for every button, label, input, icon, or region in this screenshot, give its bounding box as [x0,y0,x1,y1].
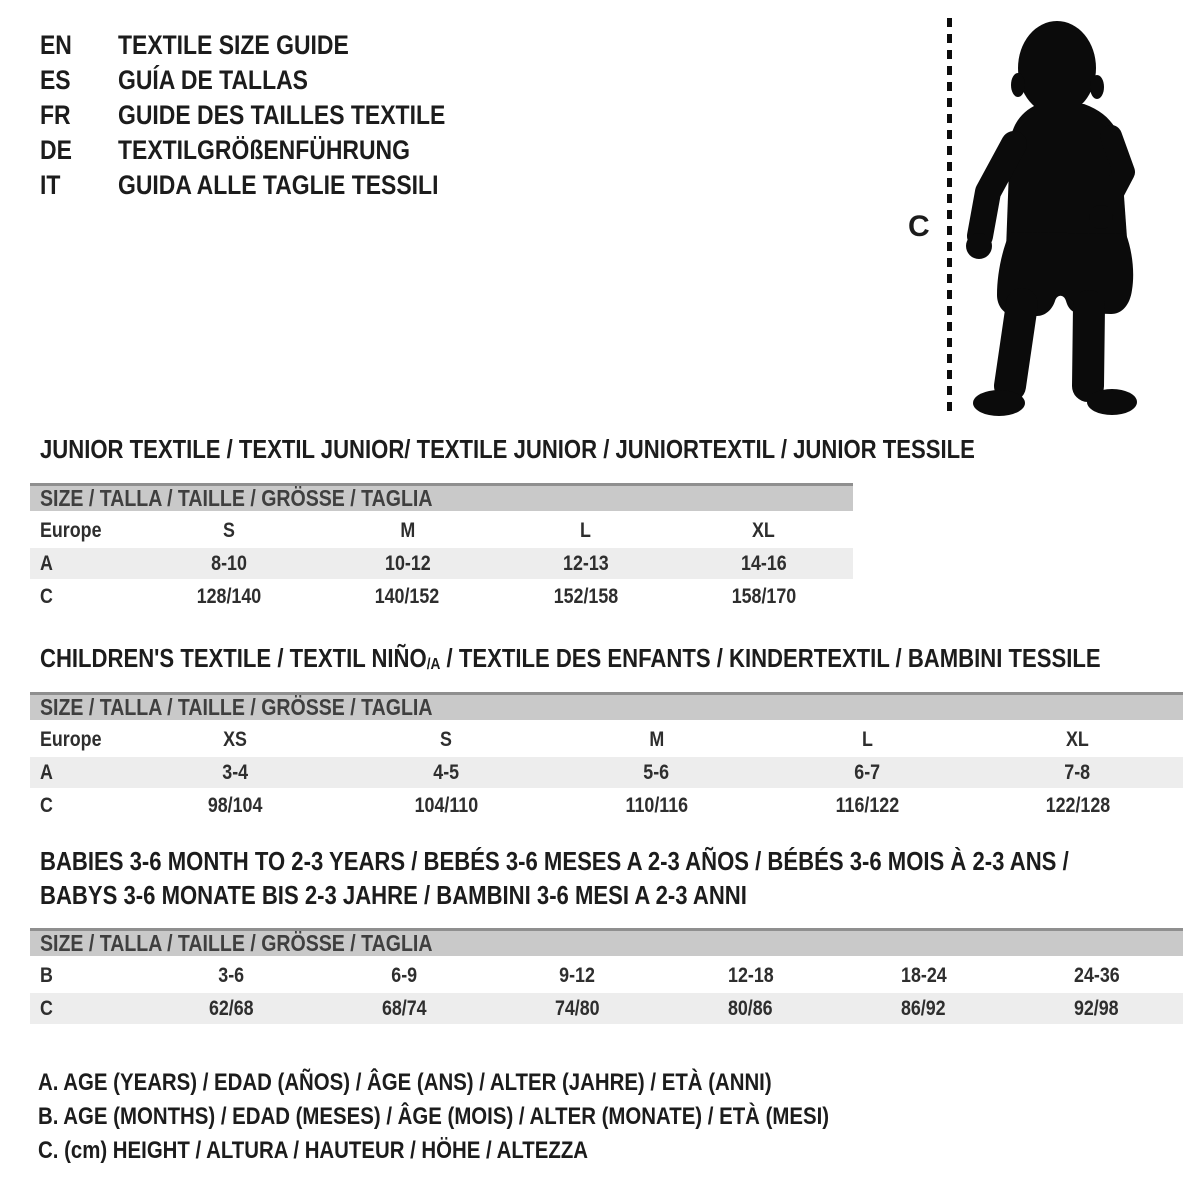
legend-line-a: A. AGE (YEARS) / EDAD (AÑOS) / ÂGE (ANS) / ALTER (JAHRE) / ETÀ (ANNI) [38,1069,772,1096]
language-row [40,133,503,168]
guide-title: GUIDA ALLE TAGLIE TESSILI [118,170,439,200]
guide-title: TEXTILGRÖßENFÜHRUNG [118,135,410,165]
language-title-block [40,28,503,203]
language-row [40,63,503,98]
size-table-header-text: SIZE / TALLA / TAILLE / GRÖSSE / TAGLIA [40,930,433,956]
size-cell: XL [752,518,776,542]
section-heading-text: BABYS 3-6 MONATE BIS 2-3 JAHRE / BAMBINI 3-6 MESI A 2-3 ANNI [40,880,747,910]
language-code: FR [40,100,71,130]
junior-size-table [30,483,853,614]
language-row [40,98,503,133]
size-cell: 24-36 [1073,963,1120,987]
size-cell: 74/80 [555,996,600,1020]
table-row [30,548,853,579]
row-label: C [40,584,53,608]
size-cell: 10-12 [384,551,431,575]
size-cell: 62/68 [209,996,254,1020]
size-cell: 104/110 [414,793,478,817]
language-code: ES [40,65,71,95]
children-table-rows [30,724,1183,821]
size-cell: 6-7 [854,760,880,784]
size-cell: 3-4 [222,760,249,784]
size-table-header [30,692,1183,720]
table-row [30,515,853,546]
size-cell: 152/158 [553,584,618,608]
size-cell: 14-16 [741,551,787,575]
section-heading-text: CHILDREN'S TEXTILE / TEXTIL NIÑO/A / TEXTILE DES ENFANTS / KINDERTEXTIL / BAMBINI TESSILE [40,643,1101,673]
section-heading-text: BABIES 3-6 MONTH TO 2-3 YEARS / BEBÉS 3-6 MESES A 2-3 AÑOS / BÉBÉS 3-6 MOIS À 2-3 ANS / [40,846,1069,876]
guide-title: GUÍA DE TALLAS [118,65,308,95]
section-heading-children [40,641,1200,681]
height-measure-label: C [908,210,930,243]
size-cell: 6-9 [391,963,418,987]
size-cell: 3-6 [218,963,245,987]
table-row [30,960,1183,991]
size-cell: 140/152 [375,584,440,608]
size-cell: 98/104 [207,793,263,817]
toddler-silhouette-image [962,14,1140,418]
guide-title: TEXTILE SIZE GUIDE [118,30,349,60]
size-cell: S [223,518,236,542]
size-cell: S [439,727,452,751]
size-cell: 116/122 [835,793,899,817]
language-code: DE [40,135,72,165]
size-table-header [30,928,1183,956]
height-measure-dashed-line [947,18,952,416]
size-cell: 9-12 [559,963,596,987]
measure-legend [38,1066,969,1168]
size-cell: 8-10 [211,551,247,575]
row-label: C [40,793,53,817]
row-label: A [40,760,53,784]
size-cell: 68/74 [382,996,427,1020]
legend-line-c: C. (cm) HEIGHT / ALTURA / HAUTEUR / HÖHE / ALTEZZA [38,1137,589,1164]
size-cell: XL [1066,727,1090,751]
legend-line-b: B. AGE (MONTHS) / EDAD (MESES) / ÂGE (MOIS) / ALTER (MONATE) / ETÀ (MESI) [38,1103,830,1130]
size-table-header-text: SIZE / TALLA / TAILLE / GRÖSSE / TAGLIA [40,694,433,720]
row-label: A [40,551,53,575]
size-cell: 128/140 [196,584,262,608]
language-row [40,28,503,63]
size-cell: 7-8 [1064,760,1091,784]
table-row [30,757,1183,788]
heading-subscript: /A [426,655,441,673]
babies-table-rows [30,960,1183,1024]
table-row [30,790,1183,821]
size-cell: L [580,518,592,542]
size-cell: 80/86 [728,996,773,1020]
size-cell: 4-5 [432,760,459,784]
row-label: C [40,996,53,1020]
size-cell: 12-13 [562,551,609,575]
toddler-silhouette [966,21,1137,416]
language-code: EN [40,30,72,60]
table-row [30,581,853,612]
table-row [30,993,1183,1024]
size-cell: 122/128 [1045,793,1110,817]
row-label: Europe [40,727,102,751]
guide-title: GUIDE DES TAILLES TEXTILE [118,100,446,130]
section-heading-junior [40,432,1140,466]
junior-table-rows [30,515,853,612]
section-heading-text: JUNIOR TEXTILE / TEXTIL JUNIOR/ TEXTILE JUNIOR / JUNIORTEXTIL / JUNIOR TESSILE [40,434,975,464]
size-cell: 110/116 [625,793,688,817]
row-label: B [40,963,53,987]
section-heading-babies [40,844,1200,912]
babies-size-table [30,928,1183,1026]
size-cell: L [861,727,873,751]
size-cell: XS [223,727,248,751]
size-table-header [30,483,853,511]
size-cell: 158/170 [731,584,797,608]
row-label: Europe [40,518,102,542]
size-cell: 5-6 [643,760,670,784]
size-cell: M [649,727,664,751]
size-cell: 92/98 [1074,996,1119,1020]
size-cell: M [399,518,415,542]
size-table-header-text: SIZE / TALLA / TAILLE / GRÖSSE / TAGLIA [40,485,433,511]
size-cell: 18-24 [900,963,947,987]
language-code: IT [40,170,61,200]
size-cell: 86/92 [901,996,946,1020]
children-size-table [30,692,1183,823]
size-cell: 12-18 [727,963,774,987]
table-row [30,724,1183,755]
language-row [40,168,503,203]
